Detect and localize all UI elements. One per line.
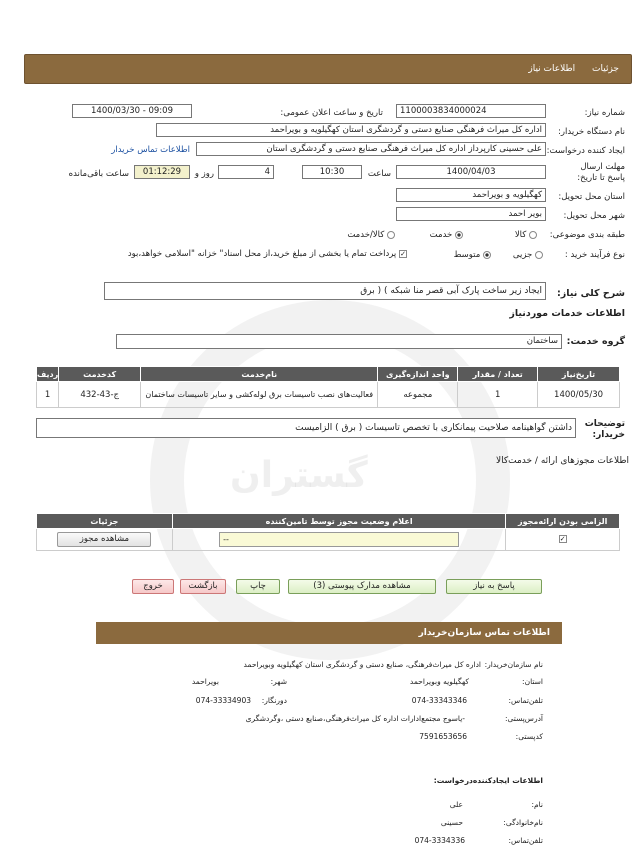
announce-label: تاریخ و ساعت اعلان عمومی: [280,108,383,118]
summary-field: ایجاد زیر ساخت پارک آبی قصر منا شبکه ) ( برق [104,282,546,300]
purchase-type-label: نوع فرآیند خرید : [564,250,625,260]
cell-details [37,529,173,551]
contact-section-title: اطلاعات تماس سازمان‌خریدار [96,622,562,644]
contact-address-label: آدرس‌پستی: [504,714,543,723]
creator-name-label: نام: [531,800,543,809]
col-row: ردیف [37,367,59,382]
contact-phone-label: تلفن‌تماس: [508,696,543,705]
purchase-medium-radio[interactable] [483,251,491,259]
cell-required [506,529,620,551]
contact-province-value: کهگیلویه وبویراحمد [409,677,469,686]
table-row [37,529,620,551]
creator-phone-label: تلفن‌تماس: [508,836,543,845]
cell-unit: مجموعه [378,382,458,408]
contact-phone-value: 074-33343346 [411,696,467,705]
buyer-org-field: اداره کل میراث فرهنگی صنایع دستی و گردشگری استان کهگیلویه و بویراحمد [156,123,546,137]
category-label: طبقه بندی موضوعی: [549,230,625,240]
buyer-notes-label: توضیحات خریدار: [584,419,625,440]
contact-province-label: استان: [522,677,543,686]
permits-title: اطلاعات مجوزهای ارائه / خدمت‌کالا [495,456,629,466]
category-option-service[interactable]: خدمت [430,230,463,240]
col-name: نام‌خدمت [141,367,378,382]
buyer-org-label: نام دستگاه خریدار: [558,127,625,137]
creator-family-value: حسینی [440,818,463,827]
tab-details[interactable]: جزئیات [592,64,619,74]
col-unit: واحد اندازه‌گیری [378,367,458,382]
city-field: بویر احمد [396,207,546,221]
contact-fax-label: دورنگار: [261,696,287,705]
category-option-goods[interactable]: کالا [515,230,537,240]
days-field: 4 [218,165,274,179]
col-code: کدخدمت [59,367,141,382]
col-details: جزئیات [37,514,173,529]
creator-info-title: اطلاعات ایجادکننده‌درخواست: [433,776,543,785]
permits-table [36,513,620,551]
contact-org-value: اداره کل میراث‌فرهنگی، صنایع دستی و گردشگری استان کهگیلویه وبویراحمد [243,660,481,669]
purchase-option-minor[interactable]: جزیی [513,250,543,260]
contact-postal-value: 7591653656 [419,732,467,741]
payment-checkbox[interactable]: ✓ [400,249,406,258]
category-goods-service-radio[interactable] [387,231,395,239]
reply-button[interactable]: پاسخ به نیاز [446,579,542,594]
need-number-label: شماره نیاز: [584,108,625,118]
remaining-time-field: 01:12:29 [134,165,190,179]
remaining-label: ساعت باقی‌مانده [68,169,129,179]
buyer-contact-link[interactable]: اطلاعات تماس خریدار [111,145,190,155]
need-number-field: 1100003834000024 [396,104,546,118]
contact-address-value: -یاسوج مجتمع‌ادارات اداره کل میراث‌فرهنگی،صنایع دستی ،وگردشگری [245,714,465,723]
cell-row: 1 [37,382,59,408]
col-required: الزامی بودن ارائه‌مجوز [506,514,620,529]
col-date: تاریخ‌نیاز [538,367,620,382]
table-row [37,382,620,408]
permit-required-checkbox: ✓ [559,535,566,543]
contact-fax-value: 074-33334903 [195,696,251,705]
creator-family-label: نام‌خانوادگی: [503,818,543,827]
creator-field: علی حسینی کارپرداز اداره کل میراث فرهنگی صنایع دستی و گردشگری استان [196,142,546,156]
cell-status [172,529,506,551]
city-label: شهر محل تحویل: [563,211,625,221]
time-label: ساعت [367,169,391,179]
announce-field: 1400/03/30 - 09:09 [72,104,192,118]
contact-postal-label: کدپستی: [515,732,543,741]
attachments-button[interactable]: مشاهده مدارک پیوستی (3) [288,579,436,594]
view-permit-button[interactable]: مشاهده مجوز [57,532,151,547]
day-label: روز و [194,169,214,179]
service-group-label: گروه خدمت: [566,336,625,347]
cell-code: ج-43-432 [59,382,141,408]
creator-label: ایجاد کننده درخواست: [546,146,625,156]
province-field: کهگیلویه و بویراحمد [396,188,546,202]
deadline-label: مهلت ارسال پاسخ تا تاریخ: [577,162,625,183]
permit-status-field: -- [219,532,459,547]
deadline-date-field: 1400/04/03 [396,165,546,179]
cell-qty: 1 [458,382,538,408]
category-service-radio[interactable] [455,231,463,239]
contact-city-label: شهر: [270,677,287,686]
watermark-text: گستران [230,455,368,496]
purchase-minor-radio[interactable] [535,251,543,259]
col-status: اعلام وضعیت مجوز توسط تامین‌کننده [172,514,506,529]
print-button[interactable]: چاپ [236,579,280,594]
cell-date: 1400/05/30 [538,382,620,408]
summary-label: شرح کلی نیاز: [556,288,625,299]
category-option-goods-service[interactable]: کالا/خدمت [347,230,395,240]
contact-org-label: نام سازمان‌خریدار: [484,660,543,669]
payment-note[interactable]: ✓ پرداخت تمام یا بخشی از مبلغ خرید،از محل اسناد" خزانه "اسلامی خواهد،بود [127,249,406,259]
top-nav-bar [24,54,632,84]
services-table-header [37,367,620,382]
service-group-field: ساختمان [116,334,562,349]
services-table [36,366,620,408]
deadline-time-field: 10:30 [302,165,362,179]
col-qty: تعداد / مقدار [458,367,538,382]
creator-name-value: علی [449,800,463,809]
category-goods-radio[interactable] [529,231,537,239]
contact-city-value: بویراحمد [191,677,219,686]
back-button[interactable]: بازگشت [180,579,226,594]
cell-name: فعالیت‌های نصب تاسیسات برق لوله‌کشی و سایر تاسیسات ساختمان [141,382,378,408]
permits-table-header [37,514,620,529]
services-title: اطلاعات خدمات مورد‌نیاز [509,308,625,319]
creator-phone-value: 074-3334336 [414,836,465,845]
tab-need-info[interactable]: اطلاعات نیاز [528,64,576,74]
purchase-option-medium[interactable]: متوسط [454,250,491,260]
exit-button[interactable]: خروج [132,579,174,594]
buyer-notes-field: داشتن گواهینامه صلاحیت پیمانکاری با تخصص تاسیسات ( برق ) الزامیست [36,418,576,438]
province-label: استان محل تحویل: [558,192,625,202]
